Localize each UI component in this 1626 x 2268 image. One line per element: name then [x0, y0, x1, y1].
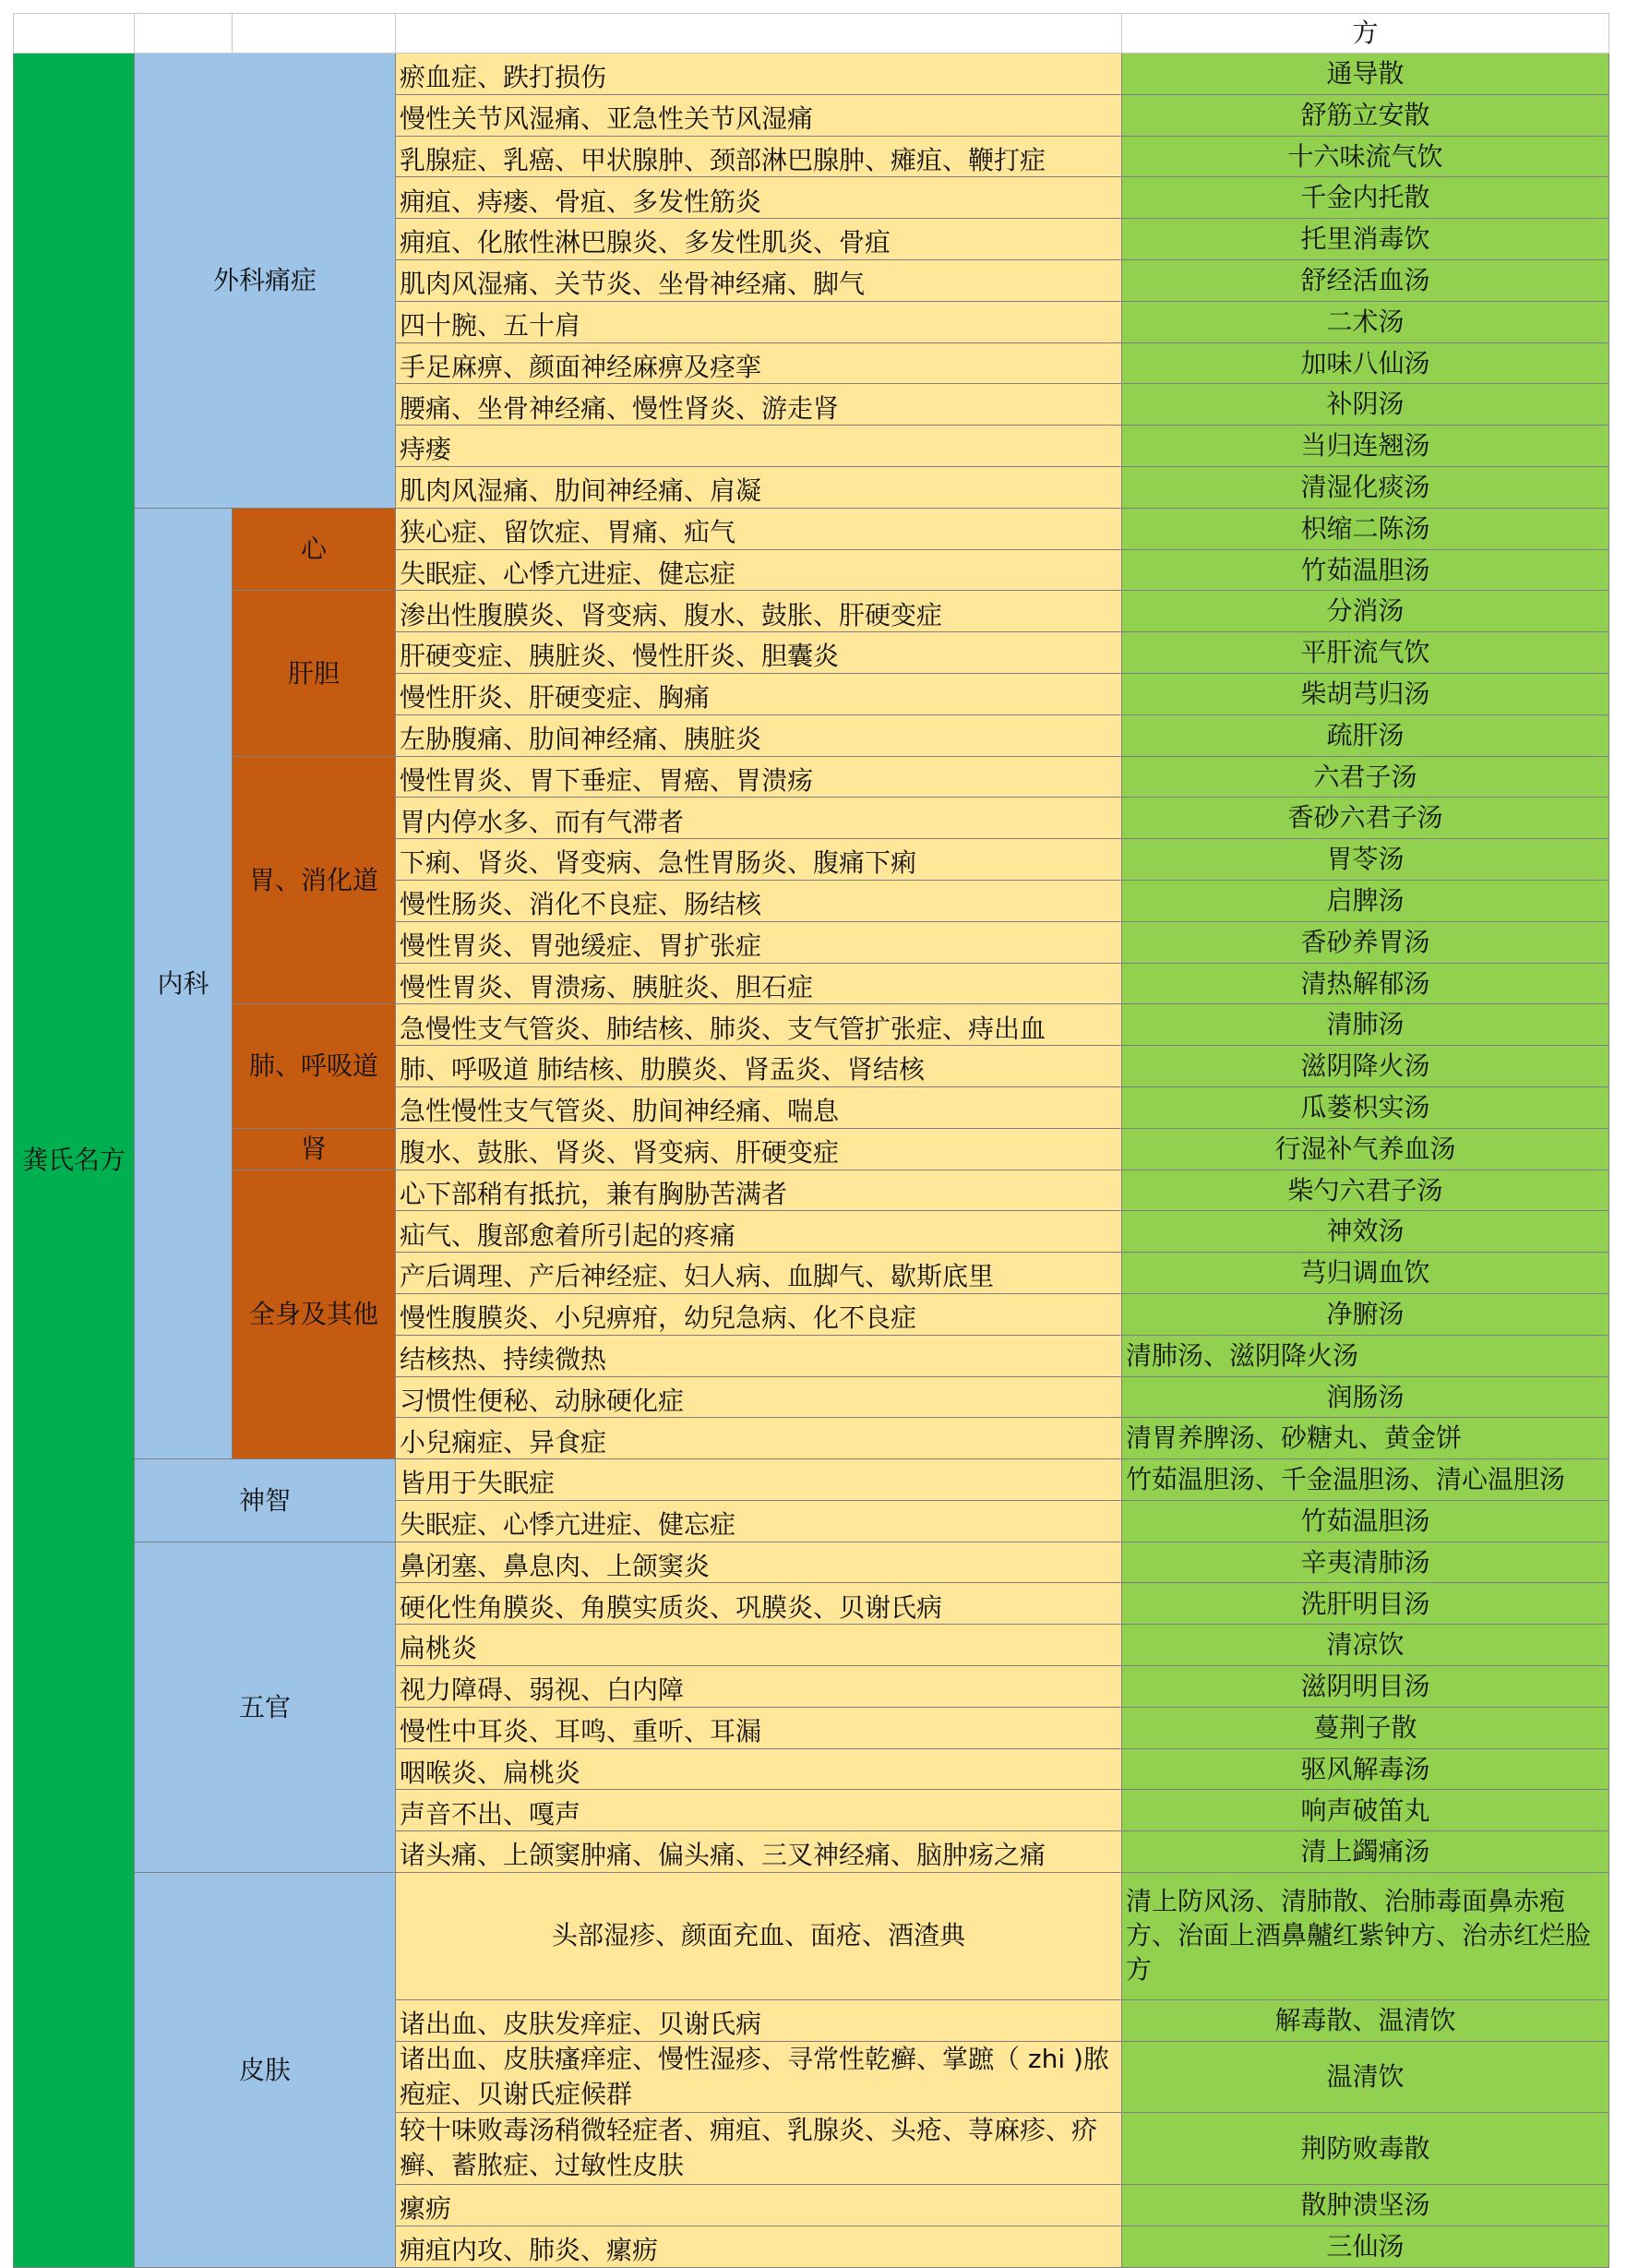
symptom-cell[interactable]: 下痢、肾炎、肾变病、急性胃肠炎、腹痛下痢	[396, 839, 1122, 881]
group-internal[interactable]: 内科	[135, 508, 233, 1458]
symptom-cell[interactable]: 急性慢性支气管炎、肋间神经痛、喘息	[396, 1086, 1122, 1128]
symptom-cell[interactable]: 诸出血、皮肤发痒症、贝谢氏病	[396, 2000, 1122, 2042]
prescription-cell[interactable]: 响声破笛丸	[1122, 1790, 1609, 1831]
prescription-cell[interactable]: 舒经活血汤	[1122, 259, 1609, 301]
symptom-cell[interactable]: 胃内停水多、而有气滞者	[396, 798, 1122, 839]
header-cell-4[interactable]	[396, 14, 1122, 54]
symptom-cell[interactable]: 失眠症、心悸亢进症、健忘症	[396, 549, 1122, 591]
symptom-cell[interactable]: 较十味败毒汤稍微轻症者、痈疽、乳腺炎、头疮、荨麻疹、疥癣、蓄脓症、过敏性皮肤	[396, 2113, 1122, 2185]
table-row	[14, 508, 1609, 549]
symptom-cell[interactable]: 失眠症、心悸亢进症、健忘症	[396, 1500, 1122, 1542]
prescription-cell[interactable]: 舒筋立安散	[1122, 94, 1609, 136]
prescription-cell[interactable]: 胃苓汤	[1122, 839, 1609, 881]
symptom-cell[interactable]: 痈疽内攻、肺炎、瘰疬	[396, 2226, 1122, 2267]
symptom-cell[interactable]: 痈疽、痔瘘、骨疽、多发性筋炎	[396, 177, 1122, 219]
prescription-cell[interactable]: 清上蠲痛汤	[1122, 1831, 1609, 1873]
symptom-cell[interactable]: 左胁腹痛、肋间神经痛、胰脏炎	[396, 714, 1122, 756]
symptom-cell[interactable]: 慢性胃炎、胃溃疡、胰脏炎、胆石症	[396, 963, 1122, 1004]
table-row	[14, 1004, 1609, 1046]
table-row	[14, 1873, 1609, 2000]
prescription-cell[interactable]: 通导散	[1122, 54, 1609, 95]
prescription-cell[interactable]: 二术汤	[1122, 301, 1609, 342]
subgroup-liver[interactable]: 肝胆	[233, 591, 396, 756]
group-senses[interactable]: 五官	[135, 1542, 396, 1872]
prescription-cell[interactable]: 香砂养胃汤	[1122, 921, 1609, 963]
symptom-cell[interactable]: 急慢性支气管炎、肺结核、肺炎、支气管扩张症、痔出血	[396, 1004, 1122, 1046]
prescription-cell[interactable]: 神效汤	[1122, 1211, 1609, 1253]
table-row	[14, 1459, 1609, 1501]
prescription-cell[interactable]: 瓜蒌枳实汤	[1122, 1086, 1609, 1128]
symptom-cell[interactable]: 慢性肝炎、肝硬变症、胸痛	[396, 673, 1122, 714]
spreadsheet	[13, 13, 1609, 2268]
symptom-cell[interactable]: 瘰疬	[396, 2185, 1122, 2226]
subgroup-body[interactable]: 全身及其他	[233, 1170, 396, 1459]
category-cell[interactable]: 龚氏名方	[14, 54, 135, 2268]
prescription-cell[interactable]: 散肿溃坚汤	[1122, 2185, 1609, 2226]
symptom-cell[interactable]: 咽喉炎、扁桃炎	[396, 1748, 1122, 1790]
symptom-cell[interactable]: 慢性胃炎、胃下垂症、胃癌、胃溃疡	[396, 756, 1122, 798]
header-cell-prescription[interactable]: 方	[1122, 14, 1609, 54]
prescription-cell[interactable]: 清肺汤、滋阴降火汤	[1122, 1335, 1609, 1376]
prescription-cell[interactable]: 竹茹温胆汤	[1122, 1500, 1609, 1542]
subgroup-lung[interactable]: 肺、呼吸道	[233, 1004, 396, 1128]
symptom-cell[interactable]: 慢性腹膜炎、小兒痹疳，幼兒急病、化不良症	[396, 1293, 1122, 1335]
prescription-cell[interactable]: 驱风解毒汤	[1122, 1748, 1609, 1790]
prescription-cell[interactable]: 托里消毒饮	[1122, 219, 1609, 260]
symptom-cell[interactable]: 皆用于失眠症	[396, 1459, 1122, 1501]
prescription-cell[interactable]: 竹茹温胆汤	[1122, 549, 1609, 591]
symptom-cell[interactable]: 肝硬变症、胰脏炎、慢性肝炎、胆囊炎	[396, 632, 1122, 674]
prescription-cell[interactable]: 清湿化痰汤	[1122, 466, 1609, 508]
symptom-cell[interactable]: 腰痛、坐骨神经痛、慢性肾炎、游走肾	[396, 384, 1122, 426]
symptom-cell[interactable]: 心下部稍有抵抗，兼有胸胁苦满者	[396, 1170, 1122, 1211]
symptom-cell[interactable]: 头部湿疹、颜面充血、面疮、酒渣典	[396, 1873, 1122, 2000]
prescription-cell[interactable]: 当归连翘汤	[1122, 426, 1609, 467]
prescription-cell[interactable]: 滋阴降火汤	[1122, 1046, 1609, 1087]
prescription-cell[interactable]: 枳缩二陈汤	[1122, 508, 1609, 549]
prescription-cell[interactable]: 辛夷清肺汤	[1122, 1542, 1609, 1583]
symptom-cell[interactable]: 慢性胃炎、胃弛缓症、胃扩张症	[396, 921, 1122, 963]
symptom-cell[interactable]: 视力障碍、弱视、白内障	[396, 1666, 1122, 1708]
symptom-cell[interactable]: 肌肉风湿痛、肋间神经痛、肩凝	[396, 466, 1122, 508]
prescription-cell[interactable]: 荆防败毒散	[1122, 2113, 1609, 2185]
prescription-cell[interactable]: 清肺汤	[1122, 1004, 1609, 1046]
table-row	[14, 756, 1609, 798]
prescription-cell[interactable]: 启脾汤	[1122, 880, 1609, 921]
group-surgery[interactable]: 外科痛症	[135, 54, 396, 509]
table-row	[14, 54, 1609, 95]
symptom-cell[interactable]: 结核热、持续微热	[396, 1335, 1122, 1376]
prescription-cell[interactable]: 洗肝明目汤	[1122, 1583, 1609, 1625]
symptom-cell[interactable]: 乳腺症、乳癌、甲状腺肿、颈部淋巴腺肿、瘫疽、鞭打症	[396, 136, 1122, 177]
symptom-cell[interactable]: 硬化性角膜炎、角膜实质炎、巩膜炎、贝谢氏病	[396, 1583, 1122, 1625]
symptom-cell[interactable]: 慢性肠炎、消化不良症、肠结核	[396, 880, 1122, 921]
symptom-cell[interactable]: 瘀血症、跌打损伤	[396, 54, 1122, 95]
symptom-cell[interactable]: 狭心症、留饮症、胃痛、疝气	[396, 508, 1122, 549]
prescription-cell[interactable]: 解毒散、温清饮	[1122, 2000, 1609, 2042]
prescription-cell[interactable]: 加味八仙汤	[1122, 342, 1609, 384]
symptom-cell[interactable]: 痔瘘	[396, 426, 1122, 467]
symptom-cell[interactable]: 慢性关节风湿痛、亚急性关节风湿痛	[396, 94, 1122, 136]
table-row	[14, 1128, 1609, 1170]
symptom-cell[interactable]: 腹水、鼓胀、肾炎、肾变病、肝硬变症	[396, 1128, 1122, 1170]
symptom-cell[interactable]: 痈疽、化脓性淋巴腺炎、多发性肌炎、骨疽	[396, 219, 1122, 260]
prescription-cell[interactable]: 净腑汤	[1122, 1293, 1609, 1335]
table-row	[14, 1170, 1609, 1211]
prescription-cell[interactable]: 柴勺六君子汤	[1122, 1170, 1609, 1211]
prescription-cell[interactable]: 柴胡芎归汤	[1122, 673, 1609, 714]
header-cell-1[interactable]	[14, 14, 135, 54]
symptom-cell[interactable]: 肌肉风湿痛、关节炎、坐骨神经痛、脚气	[396, 259, 1122, 301]
prescription-cell[interactable]: 香砂六君子汤	[1122, 798, 1609, 839]
prescription-cell[interactable]: 润肠汤	[1122, 1376, 1609, 1418]
prescription-cell[interactable]: 清凉饮	[1122, 1625, 1609, 1666]
prescription-cell[interactable]: 补阴汤	[1122, 384, 1609, 426]
prescription-cell[interactable]: 温清饮	[1122, 2041, 1609, 2113]
prescription-cell[interactable]: 平肝流气饮	[1122, 632, 1609, 674]
prescription-cell[interactable]: 清胃养脾汤、砂糖丸、黄金饼	[1122, 1418, 1609, 1459]
header-cell-3[interactable]	[233, 14, 396, 54]
prescription-cell[interactable]: 行湿补气养血汤	[1122, 1128, 1609, 1170]
symptom-cell[interactable]: 肺、呼吸道 肺结核、肋膜炎、肾盂炎、肾结核	[396, 1046, 1122, 1087]
symptom-cell[interactable]: 疝气、腹部愈着所引起的疼痛	[396, 1211, 1122, 1253]
table-row	[14, 591, 1609, 632]
prescription-cell[interactable]: 蔓荆子散	[1122, 1707, 1609, 1748]
header-row	[14, 14, 1609, 54]
prescription-cell[interactable]: 芎归调血饮	[1122, 1253, 1609, 1294]
symptom-cell[interactable]: 慢性中耳炎、耳鸣、重听、耳漏	[396, 1707, 1122, 1748]
symptom-cell[interactable]: 小兒痫症、异食症	[396, 1418, 1122, 1459]
formula-table	[13, 13, 1609, 2268]
prescription-cell[interactable]: 三仙汤	[1122, 2226, 1609, 2267]
prescription-cell[interactable]: 竹茹温胆汤、千金温胆汤、清心温胆汤	[1122, 1459, 1609, 1501]
symptom-cell[interactable]: 诸头痛、上颌窦肿痛、偏头痛、三叉神经痛、脑肿疡之痛	[396, 1831, 1122, 1873]
symptom-cell[interactable]: 诸出血、皮肤瘙痒症、慢性湿疹、寻常性乾癣、掌蹠（ zhi )脓疱症、贝谢氏症候群	[396, 2041, 1122, 2113]
subgroup-stomach[interactable]: 胃、消化道	[233, 756, 396, 1004]
symptom-cell[interactable]: 产后调理、产后神经症、妇人病、血脚气、歇斯底里	[396, 1253, 1122, 1294]
symptom-cell[interactable]: 扁桃炎	[396, 1625, 1122, 1666]
prescription-cell[interactable]: 千金内托散	[1122, 177, 1609, 219]
prescription-cell[interactable]: 疏肝汤	[1122, 714, 1609, 756]
subgroup-kidney[interactable]: 肾	[233, 1128, 396, 1170]
symptom-cell[interactable]: 手足麻痹、颜面神经麻痹及痉挛	[396, 342, 1122, 384]
prescription-cell[interactable]: 分消汤	[1122, 591, 1609, 632]
prescription-cell[interactable]: 十六味流气饮	[1122, 136, 1609, 177]
symptom-cell[interactable]: 声音不出、嘎声	[396, 1790, 1122, 1831]
symptom-cell[interactable]: 渗出性腹膜炎、肾变病、腹水、鼓胀、肝硬变症	[396, 591, 1122, 632]
header-cell-2[interactable]	[135, 14, 233, 54]
table-row	[14, 1542, 1609, 1583]
prescription-cell[interactable]: 滋阴明目汤	[1122, 1666, 1609, 1708]
symptom-cell[interactable]: 习惯性便秘、动脉硬化症	[396, 1376, 1122, 1418]
prescription-cell[interactable]: 六君子汤	[1122, 756, 1609, 798]
prescription-cell[interactable]: 清上防风汤、清肺散、治肺毒面鼻赤疱方、治面上酒鼻齇红紫钟方、治赤红烂脸方	[1122, 1873, 1609, 2000]
group-skin[interactable]: 皮肤	[135, 1873, 396, 2268]
symptom-cell[interactable]: 四十腕、五十肩	[396, 301, 1122, 342]
group-mind[interactable]: 神智	[135, 1459, 396, 1542]
prescription-cell[interactable]: 清热解郁汤	[1122, 963, 1609, 1004]
subgroup-heart[interactable]: 心	[233, 508, 396, 591]
symptom-cell[interactable]: 鼻闭塞、鼻息肉、上颌窦炎	[396, 1542, 1122, 1583]
